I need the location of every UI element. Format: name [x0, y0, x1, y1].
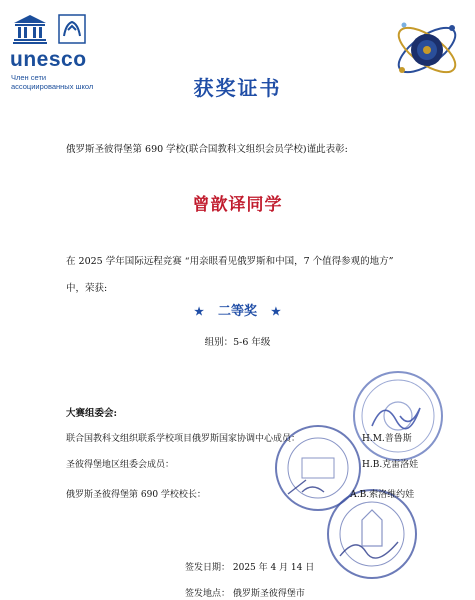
award-row	[0, 300, 475, 319]
school-690-seal-stamp-icon	[322, 486, 422, 582]
competition-text-line-2: 中，荣获:	[66, 283, 108, 294]
star-icon: ★	[194, 305, 204, 318]
star-icon: ★	[271, 305, 281, 318]
committee-member-name: Н.В.克雷洛娃	[362, 460, 419, 470]
aspnet-hands-logo-icon	[58, 14, 86, 44]
recipient-name: 曾歆译同学	[192, 195, 283, 215]
intro-text: 俄罗斯圣彼得堡第 690 学校(联合国教科文组织会员学校)谨此表彰:	[66, 144, 348, 155]
issue-date: 签发日期： 2025 年 4 月 14 日	[185, 563, 315, 573]
committee-member-role: 圣彼得堡地区组委会成员：	[66, 460, 175, 470]
committee-member-role: 联合国教科文组织联系学校项目俄罗斯国家协调中心成员：	[66, 434, 301, 444]
committee-member-name: Н.М.普鲁斯	[362, 434, 412, 444]
committee-heading: 大赛组委会:	[66, 408, 118, 419]
caption-line-2: ассоциированных школ	[11, 82, 94, 91]
unesco-temple-logo-icon	[12, 14, 48, 44]
unesco-wordmark: unesco	[10, 48, 87, 71]
caption-line-1: Член сети	[11, 73, 47, 82]
committee-member-name: А.В.索洛维约娃	[350, 490, 415, 500]
committee-member-role: 俄罗斯圣彼得堡第 690 学校校长：	[66, 490, 206, 500]
issue-place: 签发地点： 俄罗斯圣彼得堡市	[185, 589, 305, 599]
award-label: 二等奖	[217, 304, 257, 319]
organizer-seal-stamp-icon	[350, 368, 446, 464]
certificate-title: 获奖证书	[193, 76, 282, 100]
group-text: 组别：5-6 年级	[204, 337, 271, 348]
competition-text-line-1: 在 2025 学年国际远程竞赛 “用亲眼看见俄罗斯和中国，7 个值得参观的地方”	[66, 256, 394, 267]
